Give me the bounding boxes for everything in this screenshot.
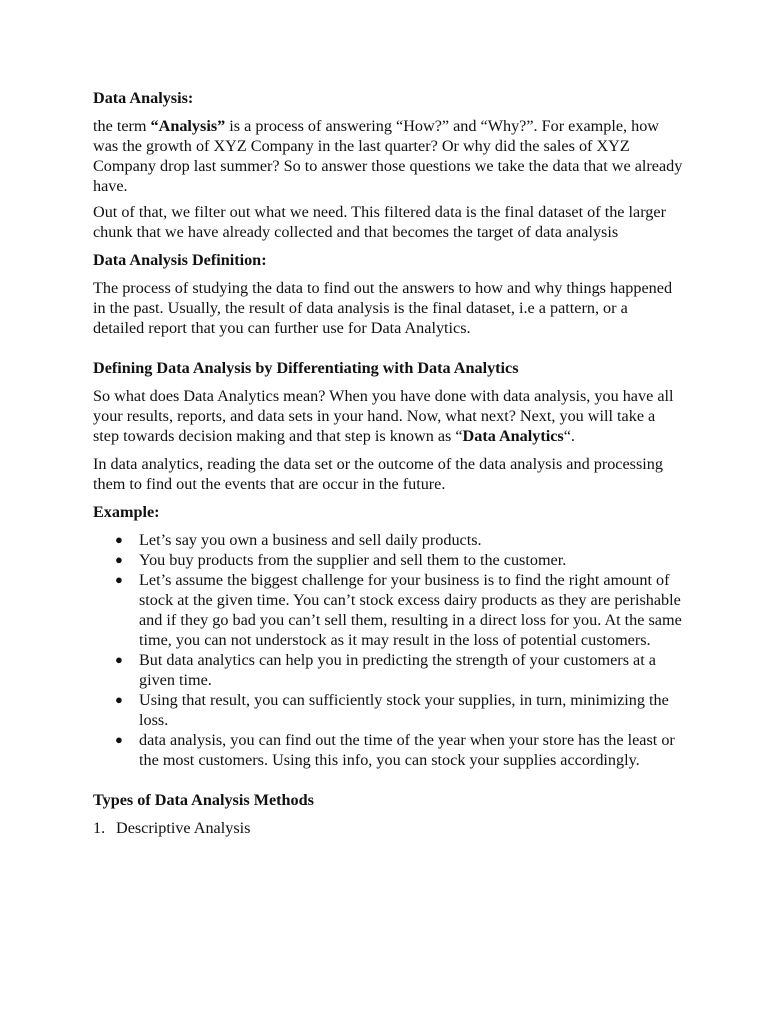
bold-term-analysis: “Analysis”	[150, 117, 226, 135]
list-item	[93, 570, 683, 650]
document-page	[93, 88, 683, 838]
list-item-text: data analysis, you can find out the time of the year when your store has the least or the most customers. Using this info, you can stock your supplies accordingly.	[139, 731, 675, 769]
text-run: the term	[93, 117, 151, 135]
bullet-icon: ●	[115, 572, 123, 587]
bullet-icon: ●	[115, 652, 123, 667]
list-item-text: Let’s say you own a business and sell daily products.	[139, 531, 482, 549]
text-run: is a process of answering “How?” and “Why?”. For example, how was the growth of XYZ Company in the last quarter? Or why did the sales of XYZ Company drop last summer? So to answer those questions we take the data that we already have.	[93, 117, 683, 195]
paragraph-filter-data: Out of that, we filter out what we need. This filtered data is the final dataset of the larger chunk that we have already collected and that becomes the target of data analysis	[93, 203, 666, 241]
bold-term-data-analytics: Data Analytics	[462, 427, 564, 445]
paragraph-analytics-processing: In data analytics, reading the data set or the outcome of the data analysis and processing them to find out the events that are occur in the future.	[93, 455, 663, 493]
example-bullet-list	[93, 530, 683, 770]
bullet-icon: ●	[115, 692, 123, 707]
list-item-text: Let’s assume the biggest challenge for your business is to find the right amount of stock at the given time. You can’t stock excess dairy products as they are perishable and if they go bad you can’t sell them, resulting in a direct loss for you. At the same time, you can not understock as it may result in the loss of potential customers.	[139, 571, 682, 649]
section-heading-definition: Data Analysis Definition:	[93, 251, 267, 269]
list-item	[93, 690, 683, 730]
list-item	[93, 530, 683, 550]
paragraph-analysis-intro	[93, 116, 683, 196]
list-item-text: Descriptive Analysis	[116, 819, 251, 837]
section-heading-differentiating: Defining Data Analysis by Differentiating with Data Analytics	[93, 359, 519, 377]
list-number: 1.	[93, 819, 106, 837]
bullet-icon: ●	[115, 732, 123, 747]
section-heading-data-analysis: Data Analysis:	[93, 89, 194, 107]
text-run: “.	[563, 427, 575, 445]
section-heading-types: Types of Data Analysis Methods	[93, 791, 314, 809]
bullet-icon: ●	[115, 532, 123, 547]
list-item-text: You buy products from the supplier and sell them to the customer.	[139, 551, 567, 569]
list-item	[93, 650, 683, 690]
paragraph-definition: The process of studying the data to find out the answers to how and why things happened in the past. Usually, the result of data analysis is the final dataset, i.e a pattern, or a detailed report that you can further use for Data Analytics.	[93, 279, 673, 337]
numbered-list-item	[93, 818, 683, 838]
list-item-text: Using that result, you can sufficiently stock your supplies, in turn, minimizing the loss.	[139, 691, 669, 729]
section-heading-example: Example:	[93, 503, 160, 521]
paragraph-data-analytics-meaning	[93, 386, 683, 446]
list-item	[93, 730, 683, 770]
list-item-text: But data analytics can help you in predicting the strength of your customers at a given time.	[139, 651, 656, 689]
list-item	[93, 550, 683, 570]
bullet-icon: ●	[115, 552, 123, 567]
text-run: So what does Data Analytics mean? When you have done with data analysis, you have all your results, reports, and data sets in your hand. Now, what next? Next, you will take a step towards decision making and that step is known as “	[93, 387, 674, 445]
